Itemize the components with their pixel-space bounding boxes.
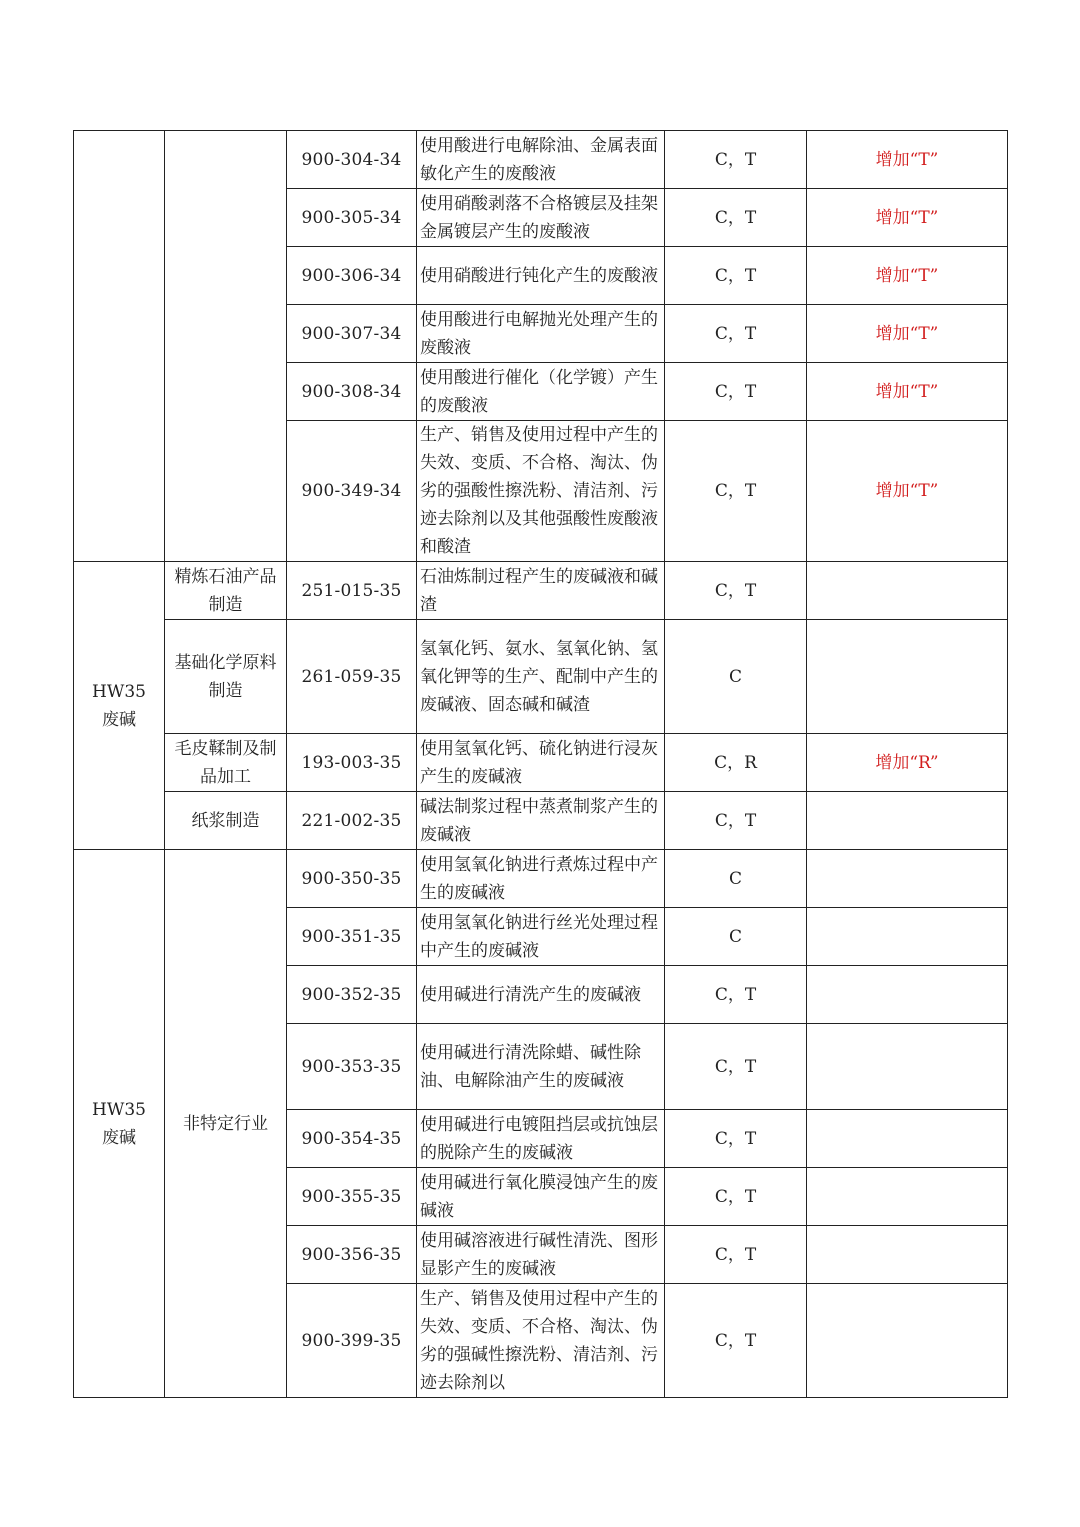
- hazard-characteristic: C，R: [665, 734, 807, 792]
- revision-note: 增加“T”: [807, 305, 1008, 363]
- hazard-characteristic: C，T: [665, 966, 807, 1024]
- hazard-characteristic: C，T: [665, 1024, 807, 1110]
- revision-note: [807, 1110, 1008, 1168]
- waste-description: 碱法制浆过程中蒸煮制浆产生的废碱液: [417, 792, 665, 850]
- waste-description: 使用碱进行氧化膜浸蚀产生的废碱液: [417, 1168, 665, 1226]
- revision-note: [807, 792, 1008, 850]
- hazard-characteristic: C，T: [665, 189, 807, 247]
- hazard-characteristic: C，T: [665, 1226, 807, 1284]
- industry-cell: 非特定行业: [165, 850, 287, 1398]
- revision-note: 增加“T”: [807, 189, 1008, 247]
- revision-note: 增加“T”: [807, 363, 1008, 421]
- hazard-characteristic: C，T: [665, 247, 807, 305]
- waste-code: 900-350-35: [287, 850, 417, 908]
- table-row: [74, 792, 1008, 850]
- waste-code: 900-352-35: [287, 966, 417, 1024]
- category-cell: [74, 131, 165, 562]
- waste-code: 900-399-35: [287, 1284, 417, 1398]
- waste-code: 900-349-34: [287, 421, 417, 562]
- waste-description: 使用氢氧化钠进行丝光处理过程中产生的废碱液: [417, 908, 665, 966]
- waste-code: 900-356-35: [287, 1226, 417, 1284]
- waste-code: 900-353-35: [287, 1024, 417, 1110]
- revision-note: [807, 1226, 1008, 1284]
- waste-description: 生产、销售及使用过程中产生的失效、变质、不合格、淘汰、伪劣的强酸性擦洗粉、清洁剂、污迹去除剂以及其他强酸性废酸液和酸渣: [417, 421, 665, 562]
- waste-code: 900-355-35: [287, 1168, 417, 1226]
- hazard-characteristic: C，T: [665, 1168, 807, 1226]
- waste-description: 石油炼制过程产生的废碱液和碱渣: [417, 562, 665, 620]
- hazard-characteristic: C，T: [665, 1284, 807, 1398]
- category-label: 废碱: [102, 1127, 136, 1148]
- revision-note: [807, 562, 1008, 620]
- category-label: HW35: [92, 1099, 146, 1120]
- industry-cell: 纸浆制造: [165, 792, 287, 850]
- waste-description: 生产、销售及使用过程中产生的失效、变质、不合格、淘汰、伪劣的强碱性擦洗粉、清洁剂、污迹去除剂以: [417, 1284, 665, 1398]
- industry-cell: 精炼石油产品制造: [165, 562, 287, 620]
- table-row: [74, 620, 1008, 734]
- waste-description: 使用氢氧化钙、硫化钠进行浸灰产生的废碱液: [417, 734, 665, 792]
- waste-description: 使用硝酸剥落不合格镀层及挂架金属镀层产生的废酸液: [417, 189, 665, 247]
- revision-note: [807, 1168, 1008, 1226]
- revision-note: 增加“T”: [807, 247, 1008, 305]
- table-row: [74, 734, 1008, 792]
- waste-description: 使用酸进行催化（化学镀）产生的废酸液: [417, 363, 665, 421]
- waste-description: 使用碱进行清洗产生的废碱液: [417, 966, 665, 1024]
- table-row: [74, 850, 1008, 908]
- waste-code: 261-059-35: [287, 620, 417, 734]
- waste-code: 251-015-35: [287, 562, 417, 620]
- revision-note: [807, 850, 1008, 908]
- hazard-characteristic: C，T: [665, 131, 807, 189]
- waste-code: 900-307-34: [287, 305, 417, 363]
- revision-note: 增加“T”: [807, 421, 1008, 562]
- waste-description: 使用氢氧化钠进行煮炼过程中产生的废碱液: [417, 850, 665, 908]
- waste-code: 900-305-34: [287, 189, 417, 247]
- hazard-characteristic: C，T: [665, 421, 807, 562]
- hazard-characteristic: C: [665, 850, 807, 908]
- hazardous-waste-table: [73, 130, 1008, 1398]
- waste-code: 221-002-35: [287, 792, 417, 850]
- category-label: 废碱: [102, 709, 136, 730]
- hazard-characteristic: C，T: [665, 363, 807, 421]
- hazard-characteristic: C: [665, 620, 807, 734]
- waste-description: 使用碱进行清洗除蜡、碱性除油、电解除油产生的废碱液: [417, 1024, 665, 1110]
- revision-note: 增加“T”: [807, 131, 1008, 189]
- waste-description: 使用酸进行电解除油、金属表面敏化产生的废酸液: [417, 131, 665, 189]
- waste-description: 氢氧化钙、氨水、氢氧化钠、氢氧化钾等的生产、配制中产生的废碱液、固态碱和碱渣: [417, 620, 665, 734]
- waste-description: 使用硝酸进行钝化产生的废酸液: [417, 247, 665, 305]
- category-label: HW35: [92, 681, 146, 702]
- revision-note: [807, 908, 1008, 966]
- revision-note: 增加“R”: [807, 734, 1008, 792]
- category-cell: [74, 562, 165, 850]
- waste-description: 使用酸进行电解抛光处理产生的废酸液: [417, 305, 665, 363]
- waste-code: 900-351-35: [287, 908, 417, 966]
- hazard-characteristic: C，T: [665, 792, 807, 850]
- waste-description: 使用碱进行电镀阻挡层或抗蚀层的脱除产生的废碱液: [417, 1110, 665, 1168]
- revision-note: [807, 1024, 1008, 1110]
- waste-code: 900-354-35: [287, 1110, 417, 1168]
- waste-code: 900-306-34: [287, 247, 417, 305]
- industry-cell: 基础化学原料制造: [165, 620, 287, 734]
- industry-cell: 毛皮鞣制及制品加工: [165, 734, 287, 792]
- industry-cell: [165, 131, 287, 562]
- hazard-characteristic: C，T: [665, 305, 807, 363]
- hazard-characteristic: C: [665, 908, 807, 966]
- waste-code: 900-304-34: [287, 131, 417, 189]
- table-row: [74, 131, 1008, 189]
- category-cell: [74, 850, 165, 1398]
- hazard-characteristic: C，T: [665, 1110, 807, 1168]
- waste-code: 193-003-35: [287, 734, 417, 792]
- revision-note: [807, 1284, 1008, 1398]
- table-row: [74, 562, 1008, 620]
- revision-note: [807, 966, 1008, 1024]
- waste-description: 使用碱溶液进行碱性清洗、图形显影产生的废碱液: [417, 1226, 665, 1284]
- revision-note: [807, 620, 1008, 734]
- waste-code: 900-308-34: [287, 363, 417, 421]
- hazard-characteristic: C，T: [665, 562, 807, 620]
